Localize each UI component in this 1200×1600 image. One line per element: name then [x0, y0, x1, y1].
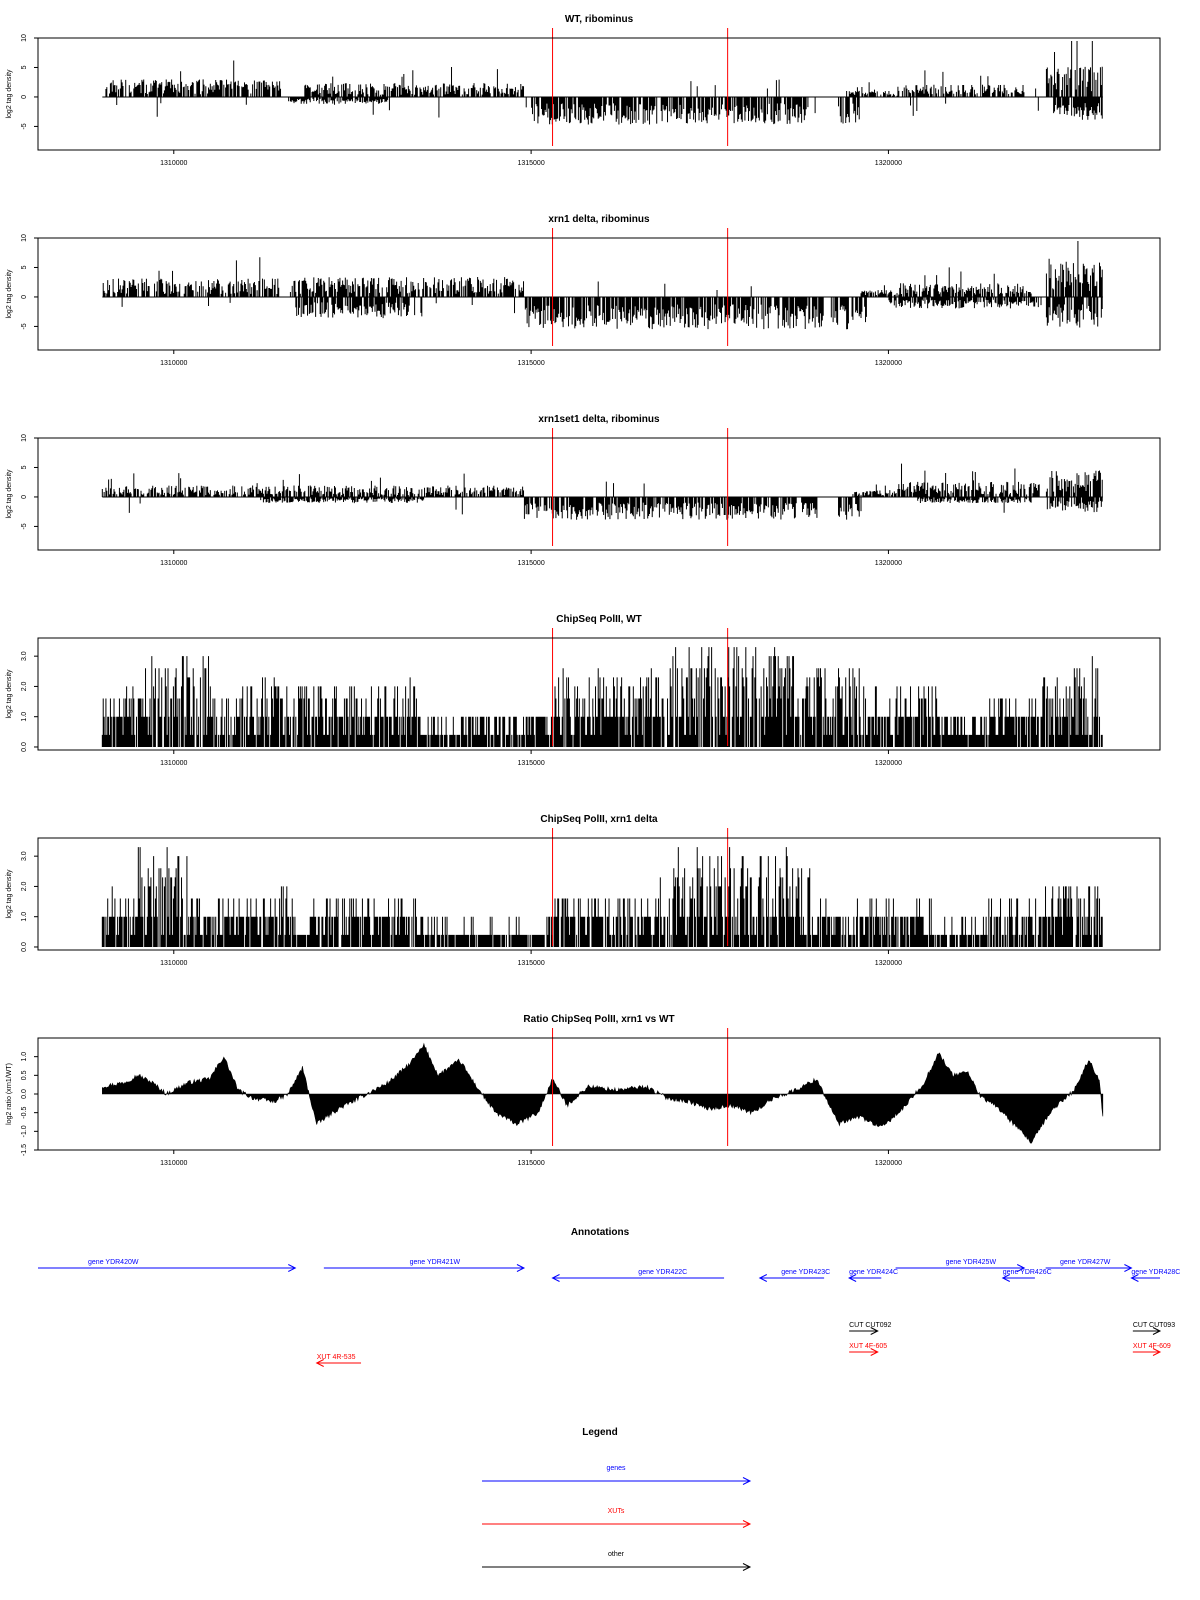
gene-feature [1131, 1269, 1180, 1282]
y-tick-label: 5 [21, 465, 28, 470]
data-series [102, 647, 1102, 747]
x-tick-label: 1310000 [160, 560, 188, 567]
gene-label: gene YDR425W [945, 1259, 997, 1266]
gene-feature [760, 1269, 830, 1282]
data-series [102, 241, 1103, 329]
positive-strand-bars [102, 847, 1102, 947]
gene-feature [38, 1259, 295, 1272]
gene-feature [324, 1259, 524, 1272]
legend-label: genes [606, 1465, 626, 1472]
legend-title: Legend [582, 1427, 618, 1438]
y-axis-label: log2 tag density [6, 469, 13, 519]
gene-feature [553, 1269, 725, 1282]
y-tick-label: -1.0 [21, 1125, 28, 1138]
x-tick-label: 1320000 [874, 560, 903, 567]
legend [482, 1427, 750, 1571]
y-axis-label: log2 ratio (xrn1/WT) [6, 1063, 13, 1125]
y-tick-label: 10 [21, 434, 28, 442]
negative-strand-bars [129, 497, 1102, 520]
y-tick-label: 1.0 [21, 711, 28, 722]
chart-title: WT, ribominus [564, 14, 634, 25]
x-tick-label: 1310000 [160, 960, 188, 967]
x-tick-label: 1315000 [517, 560, 545, 567]
xut-feature [317, 1354, 361, 1367]
ratio-area [102, 1044, 1103, 1143]
gene-label: gene YDR427W [1059, 1259, 1111, 1266]
data-series [102, 1044, 1103, 1143]
x-tick-label: 1310000 [160, 760, 188, 767]
y-axis-label: log2 tag density [6, 869, 13, 919]
chart-title: ChipSeq PolII, WT [556, 614, 642, 625]
y-tick-label: 1.0 [21, 1051, 28, 1062]
chart-title: xrn1set1 delta, ribominus [538, 414, 660, 425]
y-tick-label: 2.0 [21, 681, 28, 692]
chart-panel-6 [6, 1014, 1160, 1167]
x-tick-label: 1320000 [874, 360, 903, 367]
chart-panel-4 [6, 614, 1160, 767]
cut-feature [1133, 1322, 1175, 1335]
y-tick-label: 0.0 [21, 1089, 28, 1099]
chart-title: Ratio ChipSeq PolII, xrn1 vs WT [523, 1014, 675, 1025]
y-tick-label: -1.5 [21, 1143, 28, 1157]
x-tick-label: 1320000 [874, 960, 903, 967]
y-tick-label: 5 [21, 65, 28, 70]
chart-panel-1 [6, 14, 1160, 167]
chart-panel-2 [6, 214, 1160, 367]
chart-panel-5 [6, 814, 1160, 967]
gene-label: gene YDR421W [409, 1259, 461, 1266]
gene-feature [1003, 1269, 1052, 1282]
xut-feature [1133, 1343, 1171, 1356]
positive-strand-bars [106, 41, 1102, 97]
y-tick-label: 0 [21, 94, 28, 99]
chart-title: xrn1 delta, ribominus [548, 214, 650, 225]
y-tick-label: -5 [21, 323, 28, 330]
legend-label: other [608, 1551, 624, 1558]
annotations-title: Annotations [570, 1227, 630, 1238]
y-axis-label: log2 tag density [6, 269, 13, 319]
x-tick-label: 1320000 [874, 1160, 903, 1167]
annotations-panel [38, 1227, 1180, 1367]
y-tick-label: 0.5 [21, 1070, 28, 1081]
gene-label: gene YDR423C [781, 1269, 831, 1276]
x-tick-label: 1310000 [160, 1160, 188, 1167]
positive-strand-bars [102, 647, 1102, 747]
y-axis-label: log2 tag density [6, 669, 13, 719]
x-tick-label: 1320000 [874, 160, 903, 167]
x-tick-label: 1315000 [517, 360, 545, 367]
data-series [102, 41, 1103, 125]
data-series [102, 464, 1103, 520]
y-tick-label: 0 [21, 494, 28, 499]
xut-label: XUT 4F-609 [1132, 1343, 1171, 1350]
gene-label: gene YDR422C [638, 1269, 688, 1276]
data-series [102, 847, 1102, 947]
negative-strand-bars [117, 97, 1103, 125]
x-tick-label: 1315000 [517, 1160, 545, 1167]
y-axis-label: log2 tag density [6, 69, 13, 119]
y-tick-label: 0 [21, 294, 28, 299]
y-tick-label: 3.0 [21, 651, 28, 662]
cut-label: CUT CUT092 [849, 1322, 892, 1329]
xut-label: XUT 4F-605 [849, 1343, 888, 1350]
xut-feature [849, 1343, 887, 1356]
cut-label: CUT CUT093 [1132, 1322, 1176, 1329]
gene-label: gene YDR420W [88, 1259, 139, 1266]
gene-label: gene YDR424C [849, 1269, 899, 1276]
y-tick-label: 2.0 [21, 881, 28, 892]
x-tick-label: 1310000 [160, 160, 188, 167]
x-tick-label: 1310000 [160, 360, 188, 367]
y-tick-label: 0.0 [21, 942, 28, 952]
cut-feature [849, 1322, 891, 1335]
gene-label: gene YDR428C [1131, 1269, 1181, 1276]
legend-item [482, 1465, 750, 1485]
y-tick-label: 0.0 [21, 742, 28, 752]
legend-item [482, 1508, 750, 1528]
gene-label: gene YDR426C [1002, 1269, 1052, 1276]
legend-label: XUTs [607, 1508, 625, 1515]
y-tick-label: 10 [21, 34, 28, 42]
positive-strand-bars [103, 241, 1102, 297]
y-tick-label: 5 [21, 265, 28, 270]
x-tick-label: 1320000 [874, 760, 903, 767]
y-tick-label: -5 [21, 123, 28, 130]
legend-item [482, 1551, 750, 1571]
chart-panel-3 [6, 414, 1160, 567]
x-tick-label: 1315000 [517, 160, 545, 167]
x-tick-label: 1315000 [517, 960, 545, 967]
gene-feature [1046, 1259, 1132, 1272]
y-tick-label: 10 [21, 234, 28, 242]
y-tick-label: 3.0 [21, 851, 28, 862]
y-tick-label: -5 [21, 523, 28, 530]
x-tick-label: 1315000 [517, 760, 545, 767]
y-tick-label: 1.0 [21, 911, 28, 922]
xut-label: XUT 4R-535 [316, 1354, 356, 1361]
chart-title: ChipSeq PolII, xrn1 delta [540, 814, 658, 825]
positive-strand-bars [102, 464, 1102, 497]
y-tick-label: -0.5 [21, 1106, 28, 1119]
negative-strand-bars [122, 297, 1102, 329]
gene-feature [849, 1269, 898, 1282]
